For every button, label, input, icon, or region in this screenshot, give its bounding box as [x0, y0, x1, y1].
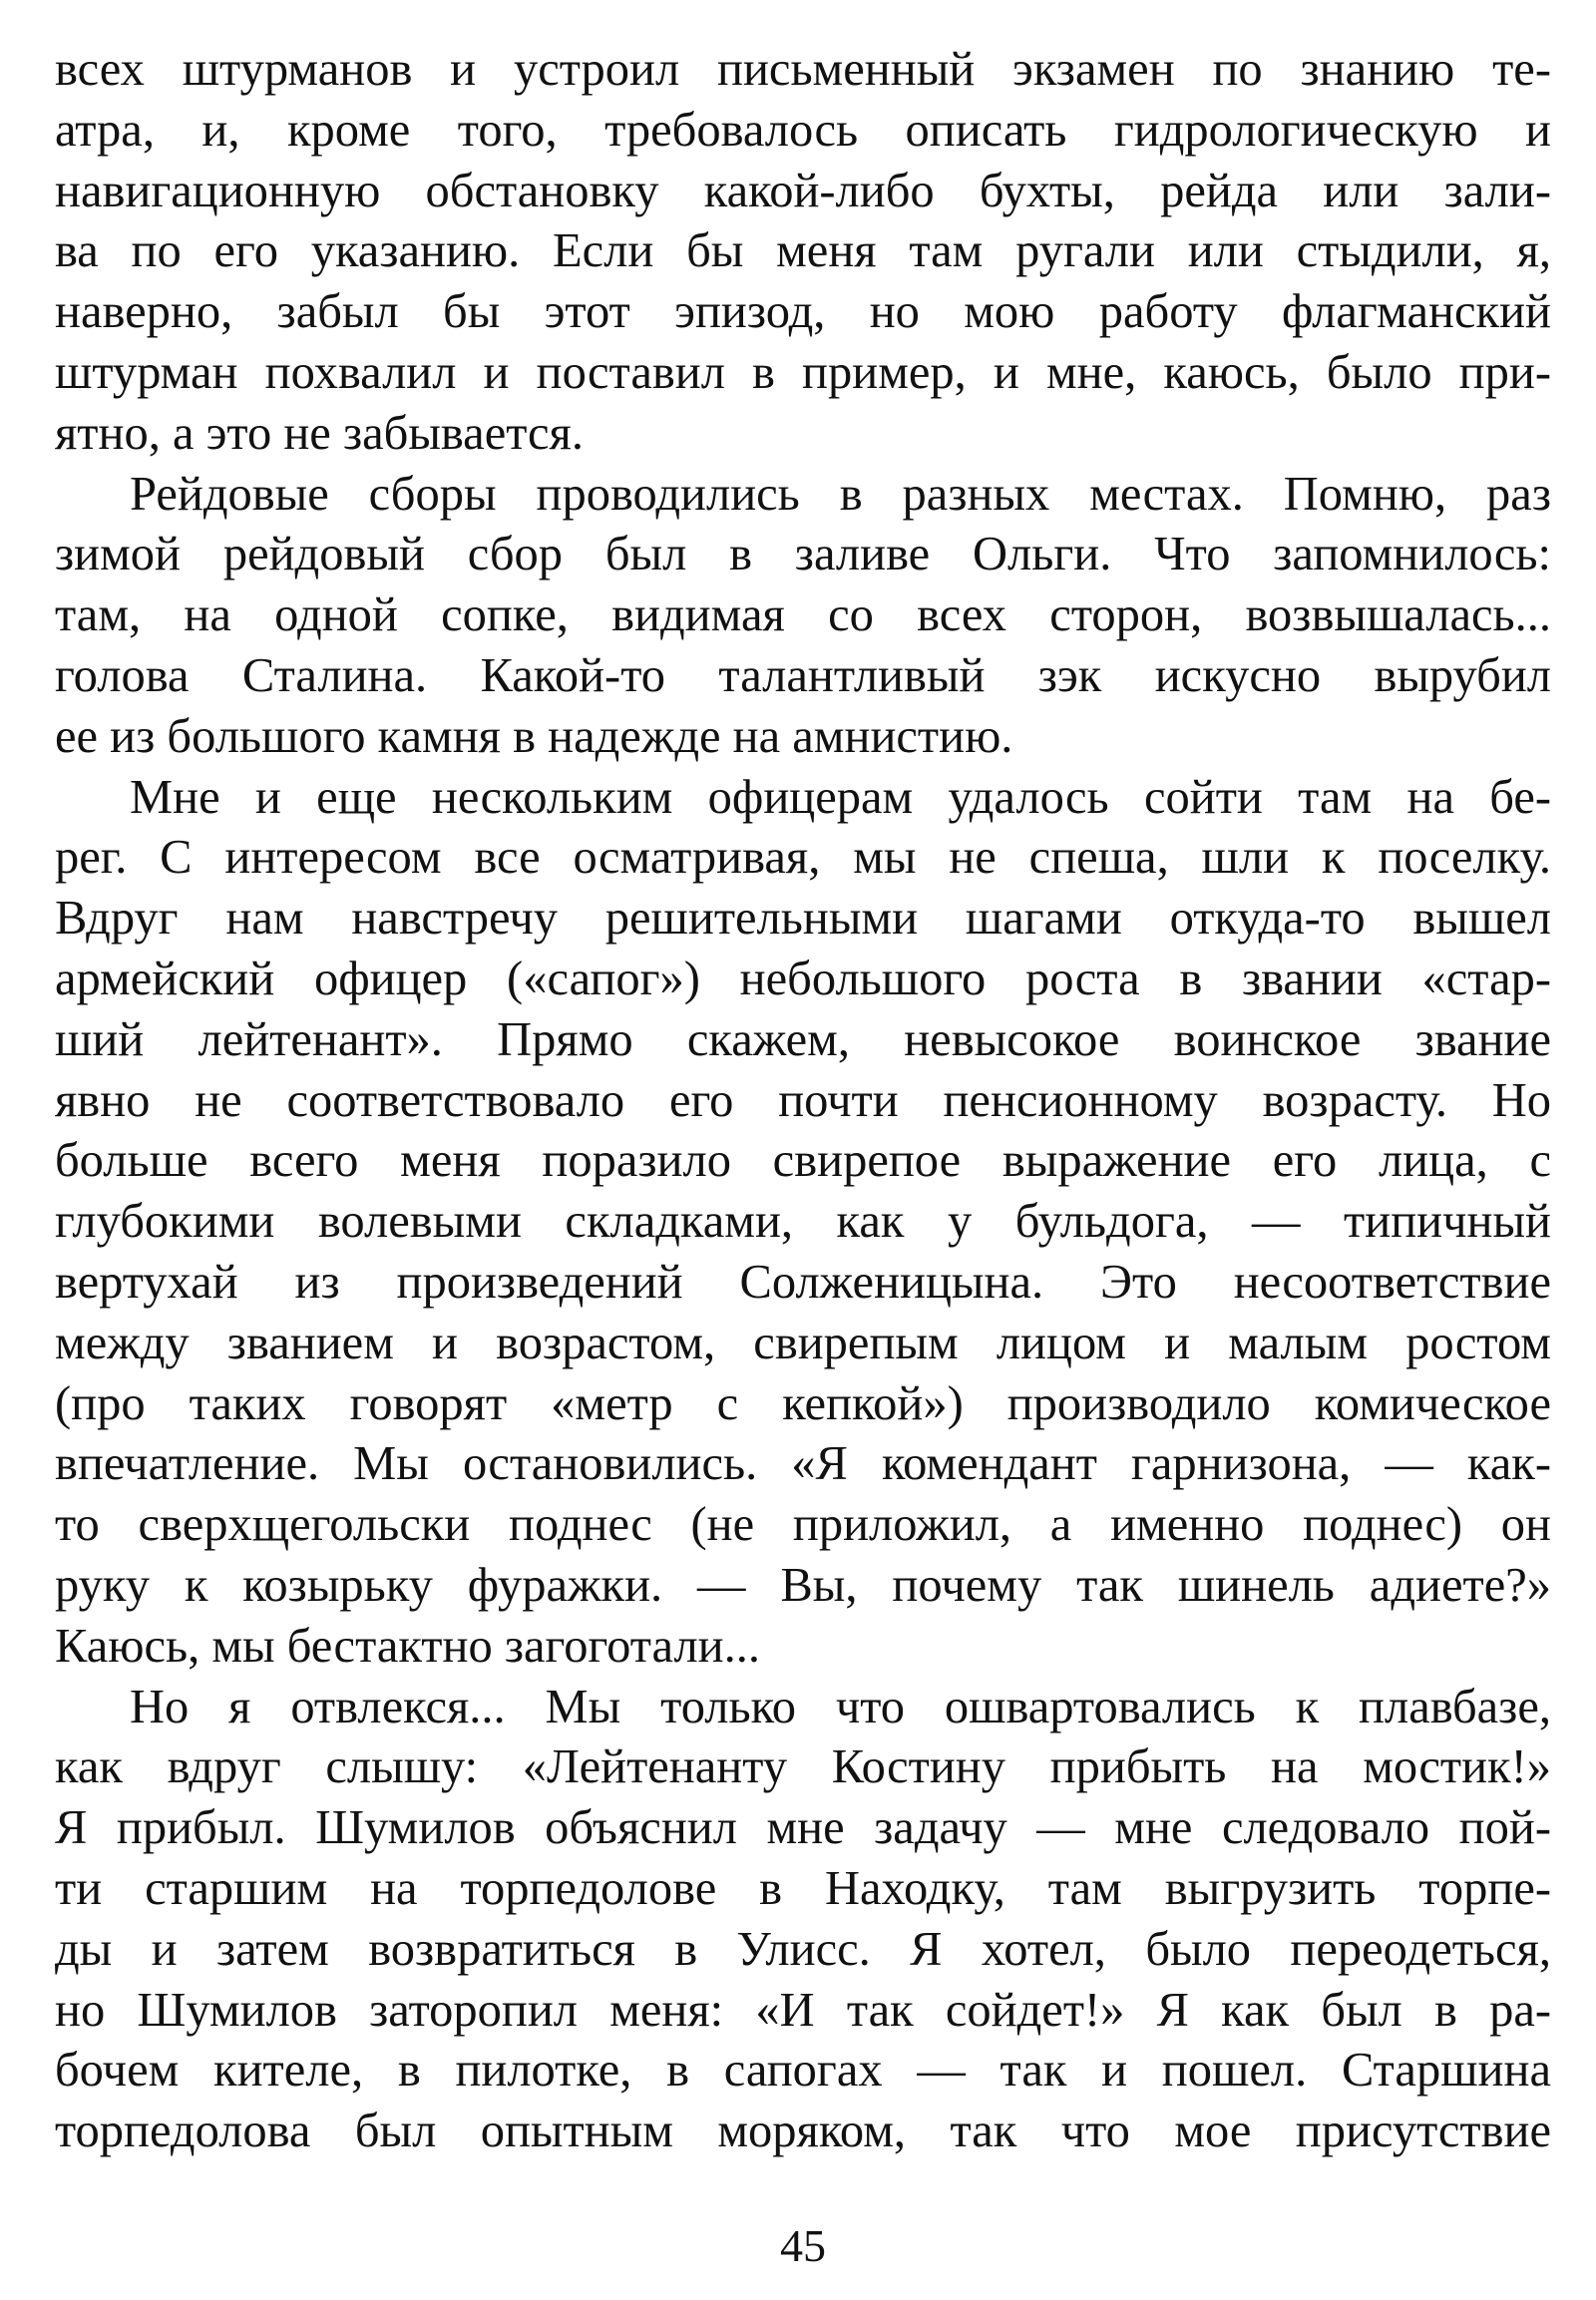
text-line: зимой рейдовый сбор был в заливе Ольги. Что запомнилось: — [55, 528, 1551, 581]
paragraph — [55, 1678, 1551, 2162]
text-line: рег. С интересом все осматривая, мы не спеша, шли к поселку. — [55, 831, 1551, 885]
text-line: больше всего меня поразило свирепое выражение его лица, с — [55, 1134, 1551, 1188]
text-line: впечатление. Мы остановились. «Я комендант гарнизона, — как- — [55, 1437, 1551, 1491]
text-line: глубокими волевыми складками, как у бульдога, — типичный — [55, 1195, 1551, 1249]
text-line: всех штурманов и устроил письменный экзамен по знанию те- — [55, 43, 1551, 96]
text-line: атра, и, кроме того, требовалось описать гидрологическую и — [55, 103, 1551, 157]
text-line: Вдруг нам навстречу решительными шагами откуда-то вышел — [55, 892, 1551, 946]
text-line: бочем кителе, в пилотке, в сапогах — так и пошел. Старшина — [55, 2044, 1551, 2098]
text-line: Рейдовые сборы проводились в разных местах. Помню, раз — [130, 467, 1551, 521]
text-line: штурман похвалил и поставил в пример, и мне, каюсь, было при- — [55, 345, 1551, 399]
text-line: (про таких говорят «метр с кепкой») производило комическое — [55, 1376, 1551, 1430]
text-line: ды и затем возвратиться в Улисс. Я хотел, было переодеться, — [55, 1922, 1551, 1976]
text-line: руку к козырьку фуражки. — Вы, почему так шинель адиете?» — [55, 1558, 1551, 1612]
page-number: 45 — [780, 2220, 826, 2271]
text-line: навигационную обстановку какой-либо бухты, рейда или зали- — [55, 164, 1551, 217]
text-line: ва по его указанию. Если бы меня там ругали или стыдили, я, — [55, 224, 1551, 278]
paragraph — [55, 465, 1551, 768]
text-line: армейский офицер («сапог») небольшого роста в звании «стар- — [55, 952, 1551, 1005]
text-line: то сверхщегольски поднес (не приложил, а именно поднес) он — [55, 1498, 1551, 1552]
text-line: как вдруг слышу: «Лейтенанту Костину прибыть на мостик!» — [55, 1740, 1551, 1794]
text-line: наверно, забыл бы этот эпизод, но мою работу флагманский — [55, 285, 1551, 339]
text-line: Мне и еще нескольким офицерам удалось сойти там на бе- — [130, 770, 1551, 824]
text-line: голова Сталина. Какой-то талантливый зэк искусно вырубил — [55, 648, 1551, 702]
text-line: Я прибыл. Шумилов объяснил мне задачу — мне следовало пой- — [55, 1801, 1551, 1855]
text-line: ти старшим на торпедолове в Находку, там выгрузить торпе- — [55, 1861, 1551, 1915]
text-line: между званием и возрастом, свирепым лицом и малым ростом — [55, 1316, 1551, 1369]
text-line: ее из большого камня в надежде на амнистию. — [55, 709, 1013, 763]
text-line: Но я отвлекся... Мы только что ошвартовались к плавбазе, — [130, 1680, 1551, 1733]
text-line: явно не соответствовало его почти пенсионному возрасту. Но — [55, 1073, 1551, 1127]
text-line: торпедолова был опытным моряком, так что мое присутствие — [55, 2105, 1551, 2158]
paragraph — [55, 768, 1551, 1678]
text-line: там, на одной сопке, видимая со всех сторон, возвышалась... — [55, 588, 1551, 642]
text-line: ший лейтенант». Прямо скажем, невысокое воинское звание — [55, 1012, 1551, 1066]
paragraph — [55, 40, 1551, 465]
body-text — [55, 40, 1551, 2162]
text-line: ятно, а это не забывается. — [55, 406, 584, 460]
text-line: Каюсь, мы бестактно загоготали... — [55, 1619, 761, 1673]
text-line: но Шумилов заторопил меня: «И так сойдет!» Я как был в ра- — [55, 1983, 1551, 2037]
book-page — [55, 40, 1551, 2294]
text-line: вертухай из произведений Солженицына. Это несоответствие — [55, 1255, 1551, 1309]
